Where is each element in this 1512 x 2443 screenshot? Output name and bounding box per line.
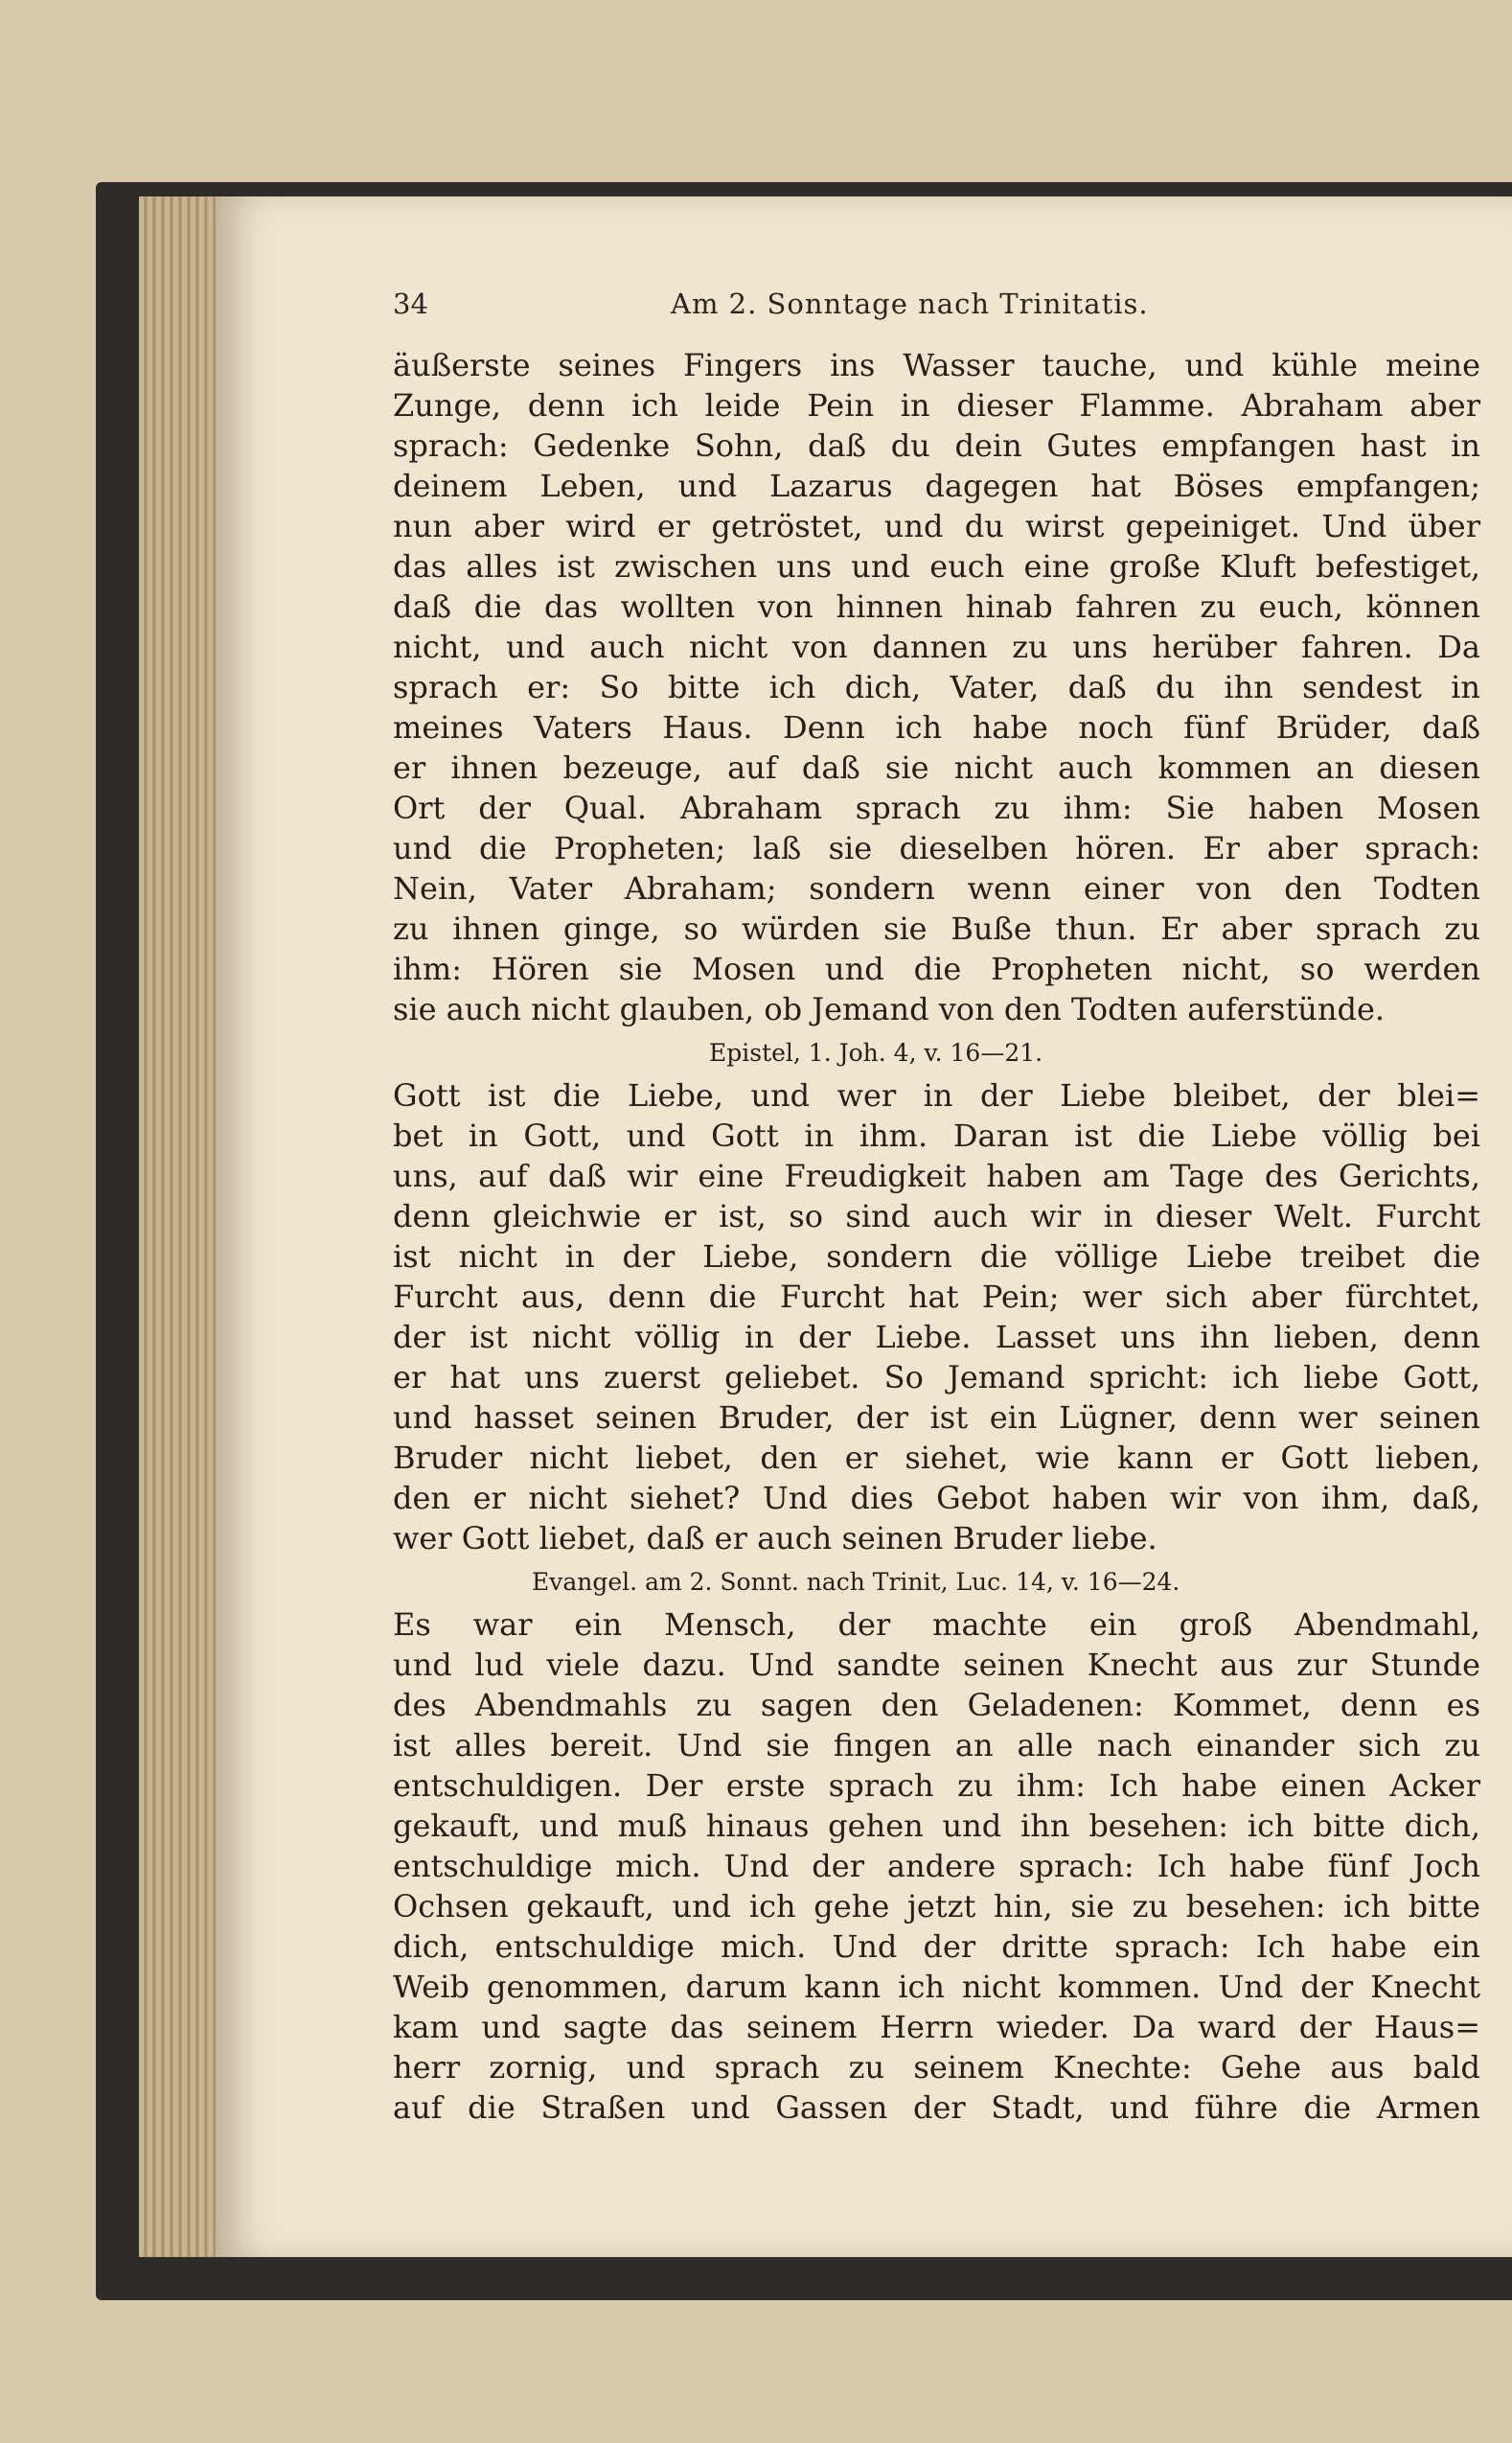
text-line: und lud viele dazu. Und sandte seinen Knecht aus zur Stunde [393, 1647, 1480, 1683]
text-line: Ort der Qual. Abraham sprach zu ihm: Sie haben Mosen [393, 790, 1480, 826]
text-line: wer Gott liebet, daß er auch seinen Bruder liebe. [393, 1520, 1157, 1556]
text-line: sprach: Gedenke Sohn, daß du dein Gutes empfangen hast in [393, 427, 1480, 464]
text-block [393, 345, 1480, 2126]
text-line: sprach er: So bitte ich dich, Vater, daß du ihn sendest in [393, 669, 1480, 705]
text-line: entschuldige mich. Und der andere sprach: Ich habe fünf Joch [393, 1848, 1480, 1884]
text-line: Es war ein Mensch, der machte ein groß Abendmahl, [393, 1606, 1480, 1643]
text-line: des Abendmahls zu sagen den Geladenen: Kommet, denn es [393, 1687, 1480, 1723]
text-line: und die Propheten; laß sie dieselben hören. Er aber sprach: [393, 830, 1480, 866]
text-line: ist nicht in der Liebe, sondern die völlige Liebe treibet die [393, 1238, 1480, 1275]
page-header [393, 278, 1480, 335]
text-line: zu ihnen ginge, so würden sie Buße thun. Er aber sprach zu [393, 910, 1480, 947]
text-line: kam und sagte das seinem Herrn wieder. Da ward der Haus= [393, 2009, 1480, 2045]
text-line: auf die Straßen und Gassen der Stadt, und führe die Armen [393, 2089, 1480, 2126]
text-line: Zunge, denn ich leide Pein in dieser Flamme. Abraham aber [393, 387, 1480, 424]
text-line: meines Vaters Haus. Denn ich habe noch fünf Brüder, daß [393, 709, 1480, 746]
text-line: uns, auf daß wir eine Freudigkeit haben am Tage des Gerichts, [393, 1158, 1480, 1194]
text-line: der ist nicht völlig in der Liebe. Lasset uns ihn lieben, denn [393, 1319, 1480, 1355]
text-line: daß die das wollten von hinnen hinab fahren zu euch, können [393, 588, 1480, 625]
running-head: Am 2. Sonntage nach Trinitatis. [671, 288, 1149, 320]
text-line: dich, entschuldige mich. Und der dritte sprach: Ich habe ein [393, 1928, 1480, 1965]
text-line: den er nicht siehet? Und dies Gebot haben wir von ihm, daß, [393, 1480, 1480, 1516]
text-line: äußerste seines Fingers ins Wasser tauche, und kühle meine [393, 347, 1480, 383]
text-line: Weib genommen, darum kann ich nicht kommen. Und der Knecht [393, 1969, 1480, 2005]
text-line: er hat uns zuerst geliebet. So Jemand spricht: ich liebe Gott, [393, 1359, 1480, 1395]
text-line: nun aber wird er getröstet, und du wirst gepeiniget. Und über [393, 508, 1480, 544]
text-line: nicht, und auch nicht von dannen zu uns herüber fahren. Da [393, 629, 1480, 665]
text-line: herr zornig, und sprach zu seinem Knechte: Gehe aus bald [393, 2049, 1480, 2086]
text-line: deinem Leben, und Lazarus dagegen hat Böses empfangen; [393, 468, 1480, 504]
text-line: entschuldigen. Der erste sprach zu ihm: Ich habe einen Acker [393, 1767, 1480, 1804]
text-line: er ihnen bezeuge, auf daß sie nicht auch kommen an diesen [393, 749, 1480, 786]
text-line: und hasset seinen Bruder, der ist ein Lügner, denn wer seinen [393, 1399, 1480, 1436]
text-line: ist alles bereit. Und sie fingen an alle nach einander sich zu [393, 1727, 1480, 1763]
text-line: Nein, Vater Abraham; sondern wenn einer von den Todten [393, 870, 1480, 907]
text-line: bet in Gott, und Gott in ihm. Daran ist die Liebe völlig bei [393, 1118, 1480, 1154]
text-line: denn gleichwie er ist, so sind auch wir in dieser Welt. Furcht [393, 1198, 1480, 1234]
text-line: Gott ist die Liebe, und wer in der Liebe bleibet, der blei= [393, 1077, 1480, 1114]
text-line: ihm: Hören sie Mosen und die Propheten nicht, so werden [393, 951, 1480, 987]
text-line: das alles ist zwischen uns und euch eine große Kluft befestiget, [393, 548, 1480, 585]
text-line: gekauft, und muß hinaus gehen und ihn besehen: ich bitte dich, [393, 1808, 1480, 1844]
text-line: Ochsen gekauft, und ich gehe jetzt hin, sie zu besehen: ich bitte [393, 1888, 1480, 1924]
page-number: 34 [393, 288, 428, 320]
text-line: Furcht aus, denn die Furcht hat Pein; wer sich aber fürchtet, [393, 1279, 1480, 1315]
gospel-heading: Evangel. am 2. Sonnt. nach Trinit, Luc. 14, v. 16—24. [532, 1568, 1180, 1596]
epistle-heading: Epistel, 1. Joh. 4, v. 16—21. [709, 1039, 1043, 1067]
text-line: sie auch nicht glauben, ob Jemand von den Todten auferstünde. [393, 991, 1386, 1027]
text-line: Bruder nicht liebet, den er siehet, wie kann er Gott lieben, [393, 1440, 1480, 1476]
